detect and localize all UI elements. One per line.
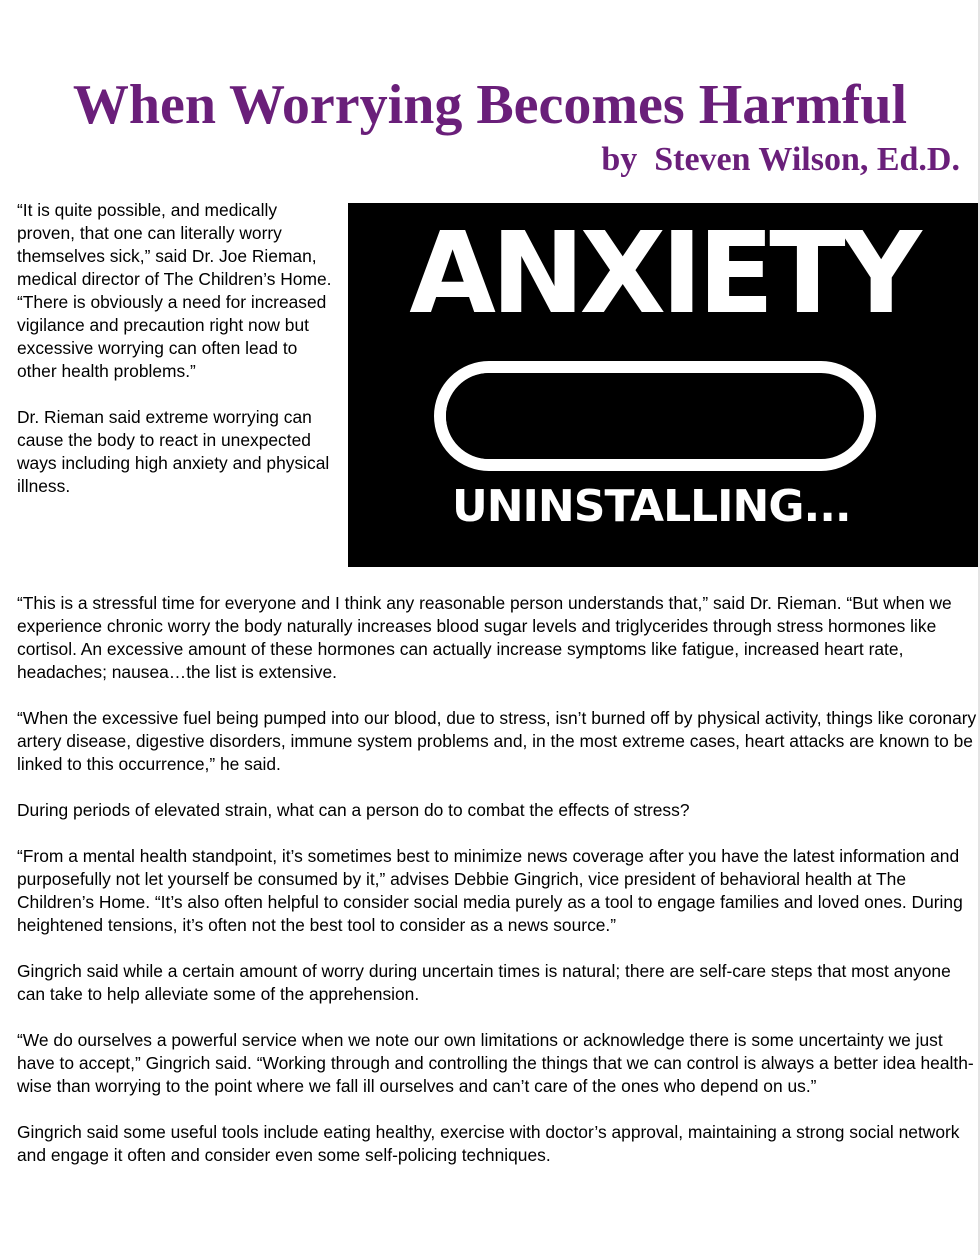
body-paragraph: Gingrich said while a certain amount of worry during uncertain times is natural; there are self-care steps that most anyone can take to help alleviate some of the apprehension. <box>17 961 951 1004</box>
sidebar-paragraph: Dr. Rieman said extreme worrying can cause the body to react in unexpected ways including high anxiety and physical illness. <box>17 407 330 496</box>
article-body <box>17 592 977 1190</box>
article-title: When Worrying Becomes Harmful <box>72 74 908 136</box>
body-paragraph: During periods of elevated strain, what can a person do to combat the effects of stress? <box>17 800 690 820</box>
progress-bar-fill <box>446 373 705 459</box>
sidebar-column <box>17 199 335 521</box>
sidebar-paragraph: “It is quite possible, and medically proven, that one can literally worry themselves sick,” said Dr. Joe Rieman, medical director of The Children’s Home. “There is obviously a need for increased vigilance and precaution right now but excessive worrying can often lead to other health problems.” <box>17 200 332 381</box>
banner-status-text: UNINSTALLING... <box>452 481 851 532</box>
body-paragraph: Gingrich said some useful tools include eating healthy, exercise with doctor’s approval, maintaining a strong social network and engage it often and consider even some self-policing techniques. <box>17 1122 960 1165</box>
article-byline: by Steven Wilson, Ed.D. <box>601 141 960 178</box>
body-paragraph: “When the excessive fuel being pumped into our blood, due to stress, isn’t burned off by physical activity, things like coronary artery disease, digestive disorders, immune system problems and, in the most extreme cases, heart attacks are known to be linked to this occurrence,” he said. <box>17 708 977 774</box>
banner-headline: ANXIETY <box>409 209 917 339</box>
body-paragraph: “From a mental health standpoint, it’s sometimes best to minimize news coverage after you have the latest information and purposefully not let yourself be consumed by it,” advises Debbie Gingrich, vice president of behavioral health at The Children’s Home. “It’s also often helpful to consider social media purely as a tool to engage families and loved ones. During heightened tensions, it’s often not the best tool to consider as a news source.” <box>17 846 963 935</box>
body-paragraph: “This is a stressful time for everyone and I think any reasonable person understands that,” said Dr. Rieman. “But when we experience chronic worry the body naturally increases blood sugar levels and triglycerides through stress hormones like cortisol. An excessive amount of these hormones can actually increase symptoms like fatigue, increased heart rate, headaches; nausea…the list is extensive. <box>17 593 952 682</box>
body-paragraph: “We do ourselves a powerful service when we note our own limitations or acknowledge there is some uncertainty we just have to accept,” Gingrich said. “Working through and controlling the things that we can control is always a better idea health-wise than worrying to the point where we fall ill ourselves and can’t care of the ones who depend on us.” <box>17 1030 974 1096</box>
progress-bar-icon <box>434 361 876 471</box>
anxiety-banner-image <box>348 203 978 567</box>
